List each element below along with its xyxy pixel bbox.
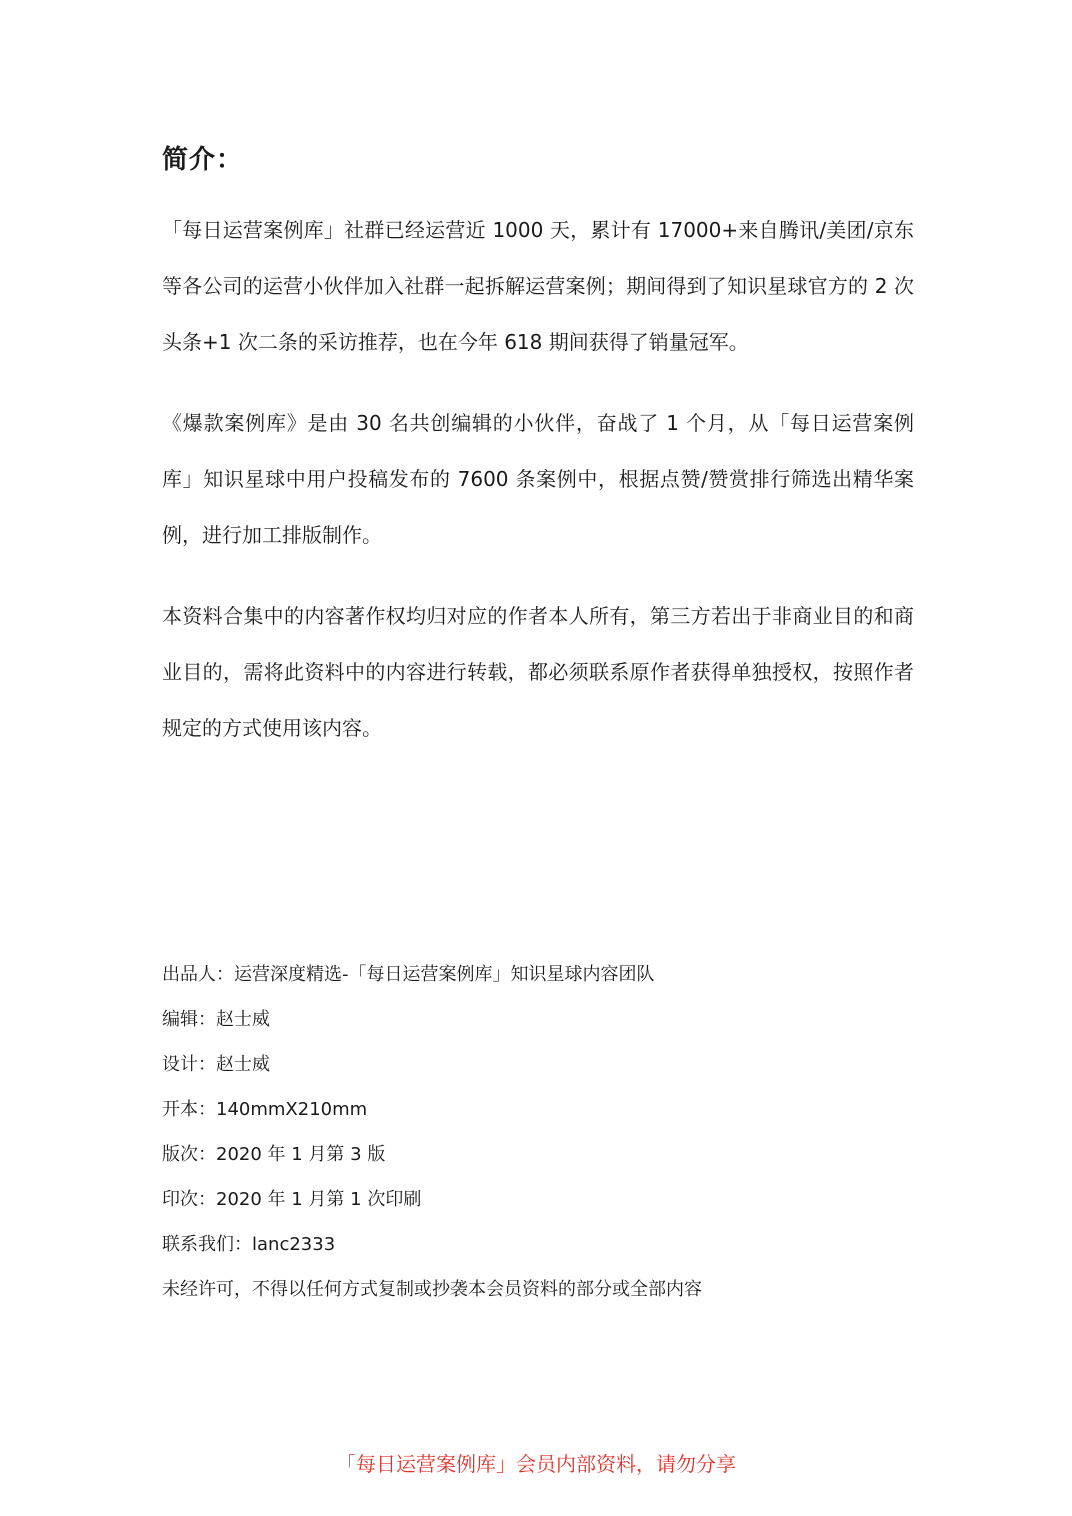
credit-edition: 版次：2020 年 1 月第 3 版 — [162, 1144, 386, 1165]
intro-paragraph-community: 「每日运营案例库」社群已经运营近 1000 天，累计有 17000+来自腾讯/美团/京东等各公司的运营小伙伴加入社群一起拆解运营案例；期间得到了知识星球官方的 2 次头条+1 次二条的采访推荐，也在今年 618 期间获得了销量冠军。 — [162, 218, 914, 354]
credit-editor: 编辑：赵士威 — [162, 1009, 270, 1030]
credit-designer: 设计：赵士威 — [162, 1054, 270, 1075]
credits-list — [162, 952, 922, 1312]
credit-publisher: 出品人：运营深度精选-「每日运营案例库」知识星球内容团队 — [162, 964, 655, 985]
intro-paragraph-copyright: 本资料合集中的内容著作权均归对应的作者本人所有，第三方若出于非商业目的和商业目的，需将此资料中的内容进行转载，都必须联系原作者获得单独授权，按照作者规定的方式使用该内容。 — [162, 604, 914, 740]
internal-use-notice: 「每日运营案例库」会员内部资料，请勿分享 — [336, 1452, 736, 1476]
intro-paragraph-casebook: 《爆款案例库》是由 30 名共创编辑的小伙伴，奋战了 1 个月，从「每日运营案例库」知识星球中用户投稿发布的 7600 条案例中，根据点赞/赞赏排行筛选出精华案例，进行加工排版制作。 — [162, 411, 914, 547]
credit-format: 开本：140mmX210mm — [162, 1099, 368, 1120]
credit-copyright-notice: 未经许可，不得以任何方式复制或抄袭本会员资料的部分或全部内容 — [162, 1279, 702, 1300]
section-title: 简介： — [162, 145, 244, 175]
credit-printing: 印次：2020 年 1 月第 1 次印刷 — [162, 1189, 422, 1210]
credit-contact: 联系我们：lanc2333 — [162, 1234, 336, 1255]
